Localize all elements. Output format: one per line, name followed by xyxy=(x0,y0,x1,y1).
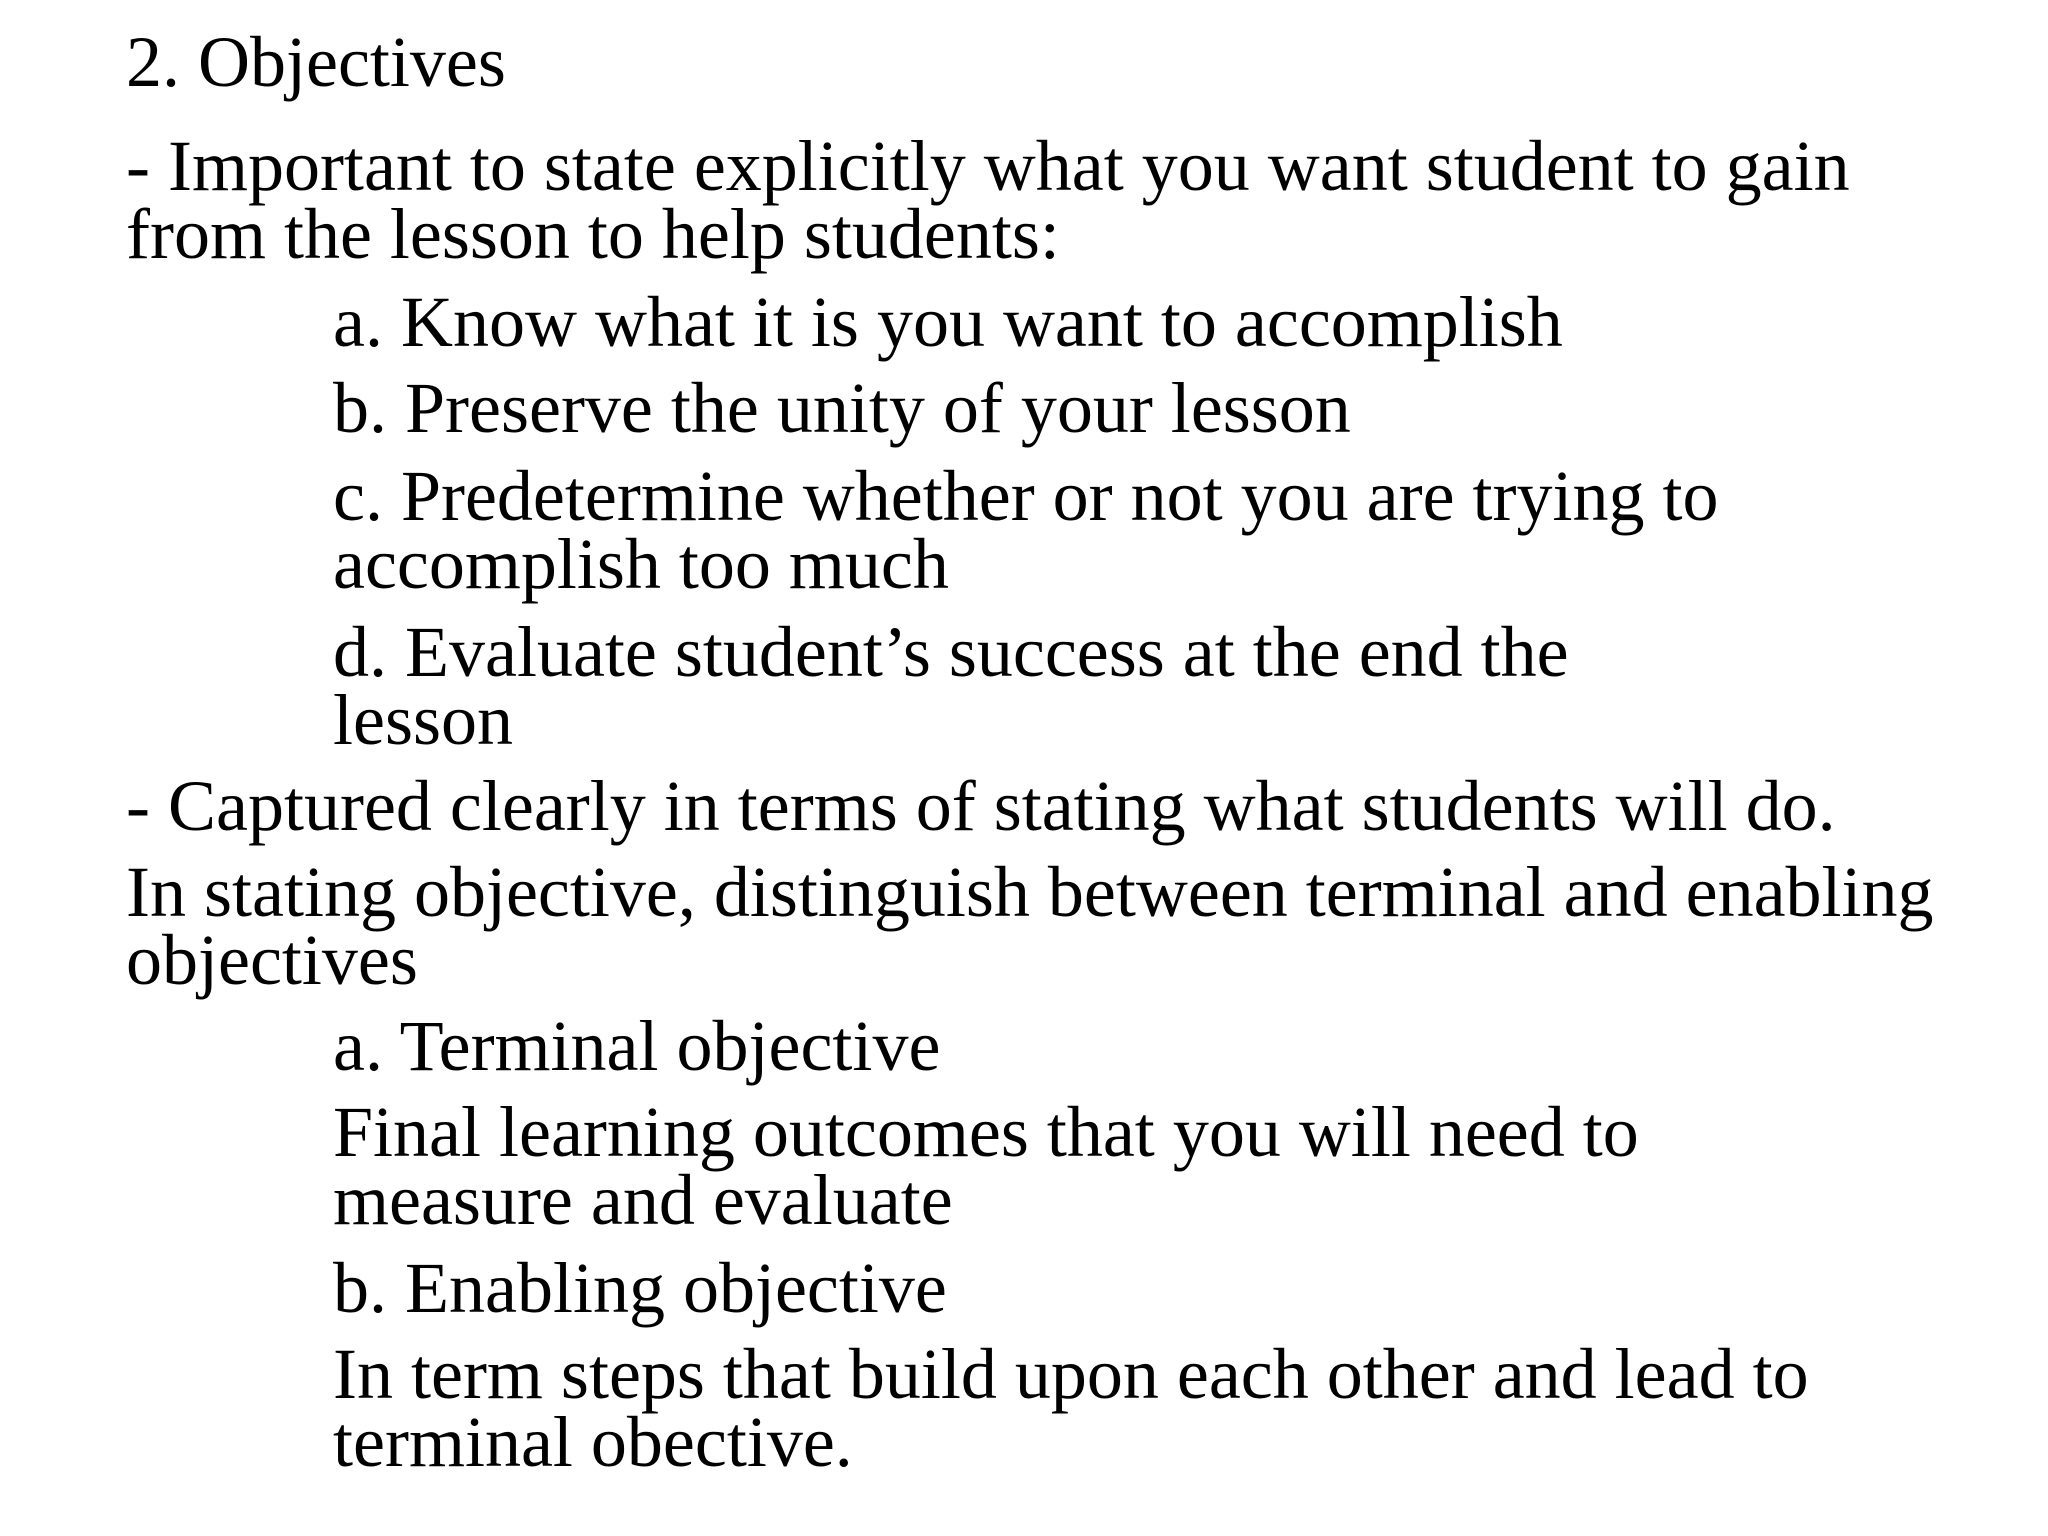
captured-text: - Captured clearly in terms of stating what students will do. xyxy=(126,766,1836,846)
terminal-objective-heading: a. Terminal objective xyxy=(333,1006,941,1086)
section-heading: 2. Objectives xyxy=(126,22,506,102)
list-item-a: a. Know what it is you want to accomplish xyxy=(333,282,1563,362)
stating-text-line-2: objectives xyxy=(126,920,418,1000)
enabling-objective-desc-line-1: In term steps that build upon each other and lead to xyxy=(333,1334,1809,1414)
intro-text-line-1: - Important to state explicitly what you want student to gain xyxy=(126,126,1850,206)
intro-text-line-2: from the lesson to help students: xyxy=(126,194,1060,274)
list-item-d-line-2: lesson xyxy=(333,680,513,760)
list-item-d-line-1: d. Evaluate student’s success at the end the xyxy=(333,612,1569,692)
list-item-b: b. Preserve the unity of your lesson xyxy=(333,368,1351,448)
terminal-objective-desc-line-1: Final learning outcomes that you will need to xyxy=(333,1092,1639,1172)
terminal-objective-desc-line-2: measure and evaluate xyxy=(333,1160,953,1240)
stating-text-line-1: In stating objective, distinguish between terminal and enabling xyxy=(126,852,1934,932)
list-item-c-line-2: accomplish too much xyxy=(333,524,949,604)
list-item-c-line-1: c. Predetermine whether or not you are trying to xyxy=(333,456,1719,536)
enabling-objective-desc-line-2: terminal obective. xyxy=(333,1402,853,1482)
enabling-objective-heading: b. Enabling objective xyxy=(333,1248,947,1328)
